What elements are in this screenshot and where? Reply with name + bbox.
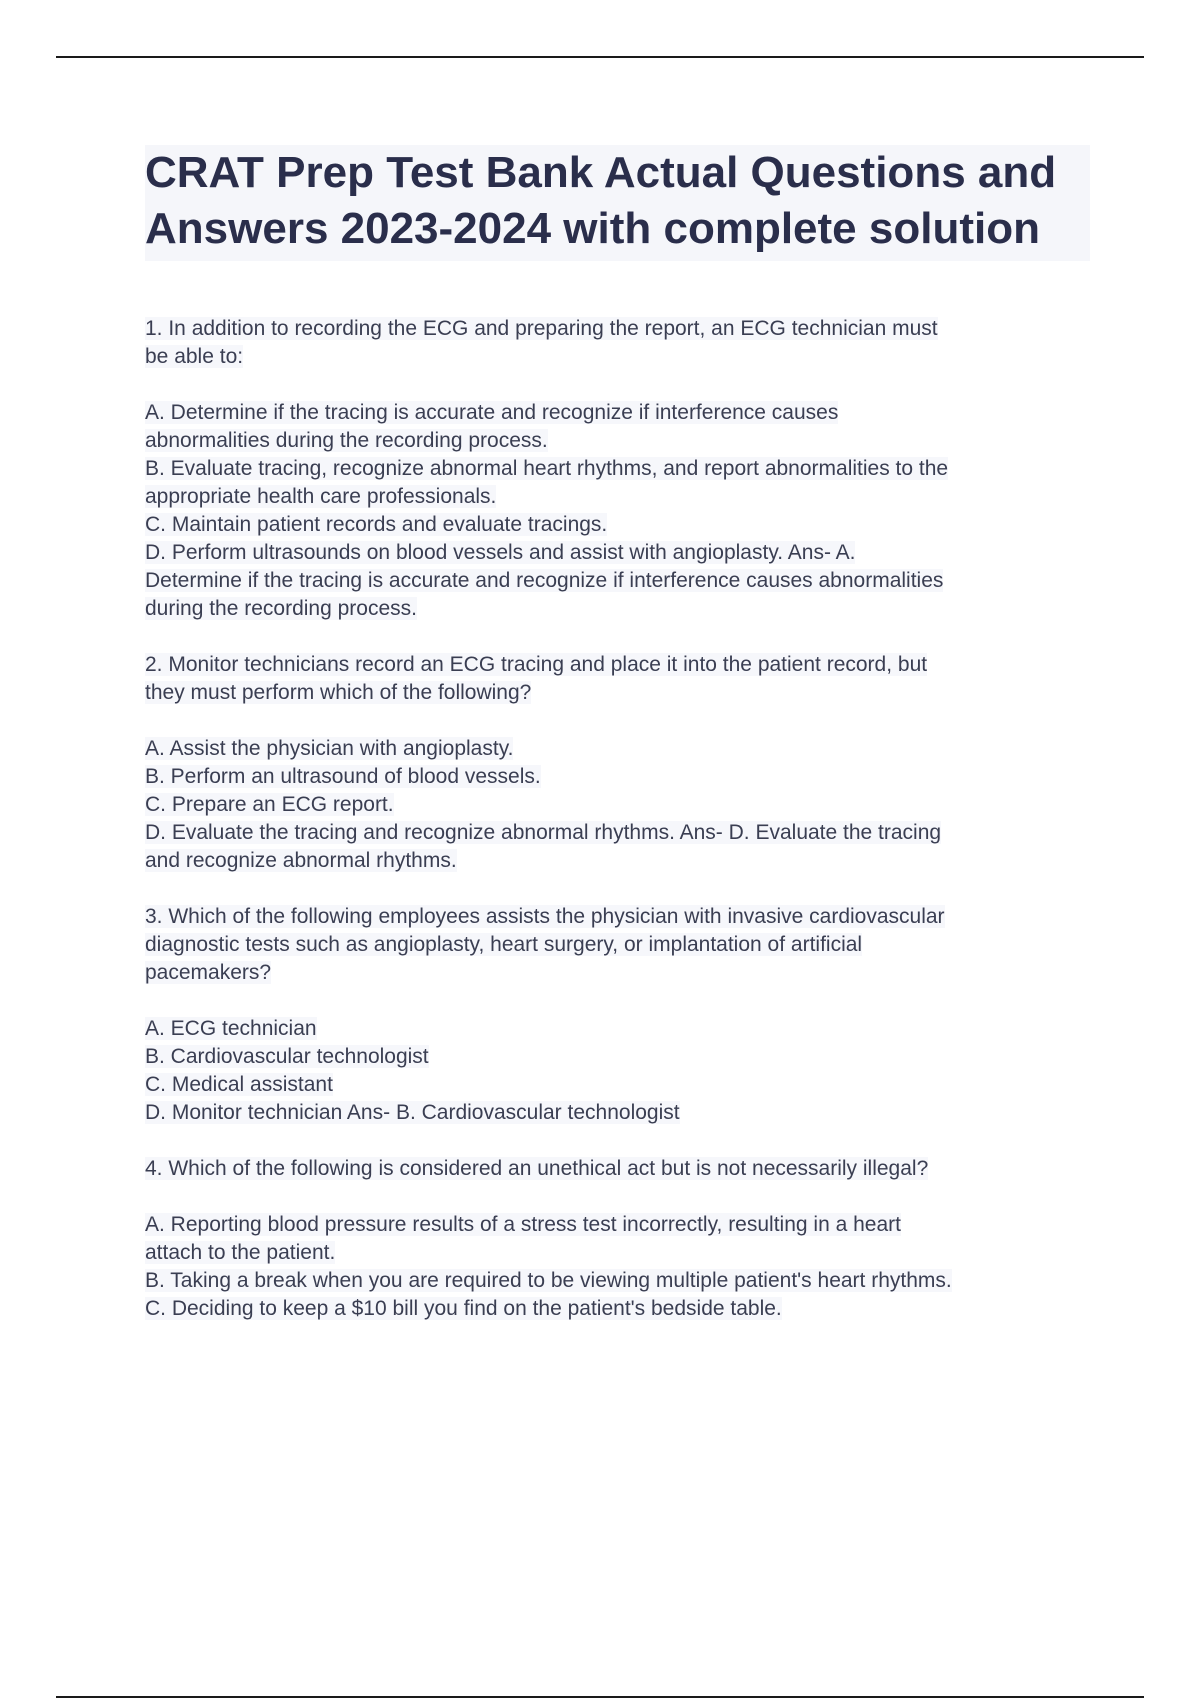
question-stem-line: 3. Which of the following employees assists the physician with invasive cardiovascular [145,905,945,928]
option-line: C. Maintain patient records and evaluate tracings. [145,513,608,536]
document-body [145,145,1090,1323]
option-line: C. Medical assistant [145,1073,333,1096]
top-divider [56,56,1144,58]
question-stem-line: 2. Monitor technicians record an ECG tracing and place it into the patient record, but [145,653,928,676]
option-line: A. ECG technician [145,1017,317,1040]
answer-line: during the recording process. [145,597,417,620]
title-block [145,145,1090,261]
option-line: attach to the patient. [145,1241,336,1264]
answer-line: and recognize abnormal rhythms. [145,849,457,872]
option-line: abnormalities during the recording process. [145,429,548,452]
question-stem-line: be able to: [145,345,244,368]
option-line: B. Taking a break when you are required to be viewing multiple patient's heart rhythms. [145,1269,952,1292]
option-line: B. Perform an ultrasound of blood vessels. [145,765,541,788]
bottom-divider [56,1696,1144,1698]
question-stem-line: diagnostic tests such as angioplasty, heart surgery, or implantation of artificial [145,933,863,956]
question-stem-line: 1. In addition to recording the ECG and preparing the report, an ECG technician must [145,317,938,340]
option-line: C. Prepare an ECG report. [145,793,394,816]
question-stem-line: they must perform which of the following? [145,681,532,704]
question-1 [145,315,1090,623]
option-line: B. Evaluate tracing, recognize abnormal heart rhythms, and report abnormalities to the [145,457,949,480]
option-line: appropriate health care professionals. [145,485,497,508]
option-line: D. Evaluate the tracing and recognize abnormal rhythms. Ans- D. Evaluate the tracing [145,821,942,844]
question-4 [145,1155,1090,1323]
question-3 [145,903,1090,1127]
option-line: B. Cardiovascular technologist [145,1045,429,1068]
option-line: D. Perform ultrasounds on blood vessels and assist with angioplasty. Ans- A. [145,541,856,564]
option-line: C. Deciding to keep a $10 bill you find on the patient's bedside table. [145,1297,782,1320]
option-line: A. Reporting blood pressure results of a stress test incorrectly, resulting in a heart [145,1213,901,1236]
answer-line: D. Monitor technician Ans- B. Cardiovascular technologist [145,1101,680,1124]
option-line: A. Determine if the tracing is accurate and recognize if interference causes [145,401,839,424]
document-title: CRAT Prep Test Bank Actual Questions and Answers 2023-2024 with complete solution [145,148,1057,253]
option-line: A. Assist the physician with angioplasty. [145,737,514,760]
question-stem-line: 4. Which of the following is considered an unethical act but is not necessarily illegal? [145,1157,929,1180]
question-2 [145,651,1090,875]
question-stem-line: pacemakers? [145,961,272,984]
answer-line: Determine if the tracing is accurate and recognize if interference causes abnormalities [145,569,944,592]
